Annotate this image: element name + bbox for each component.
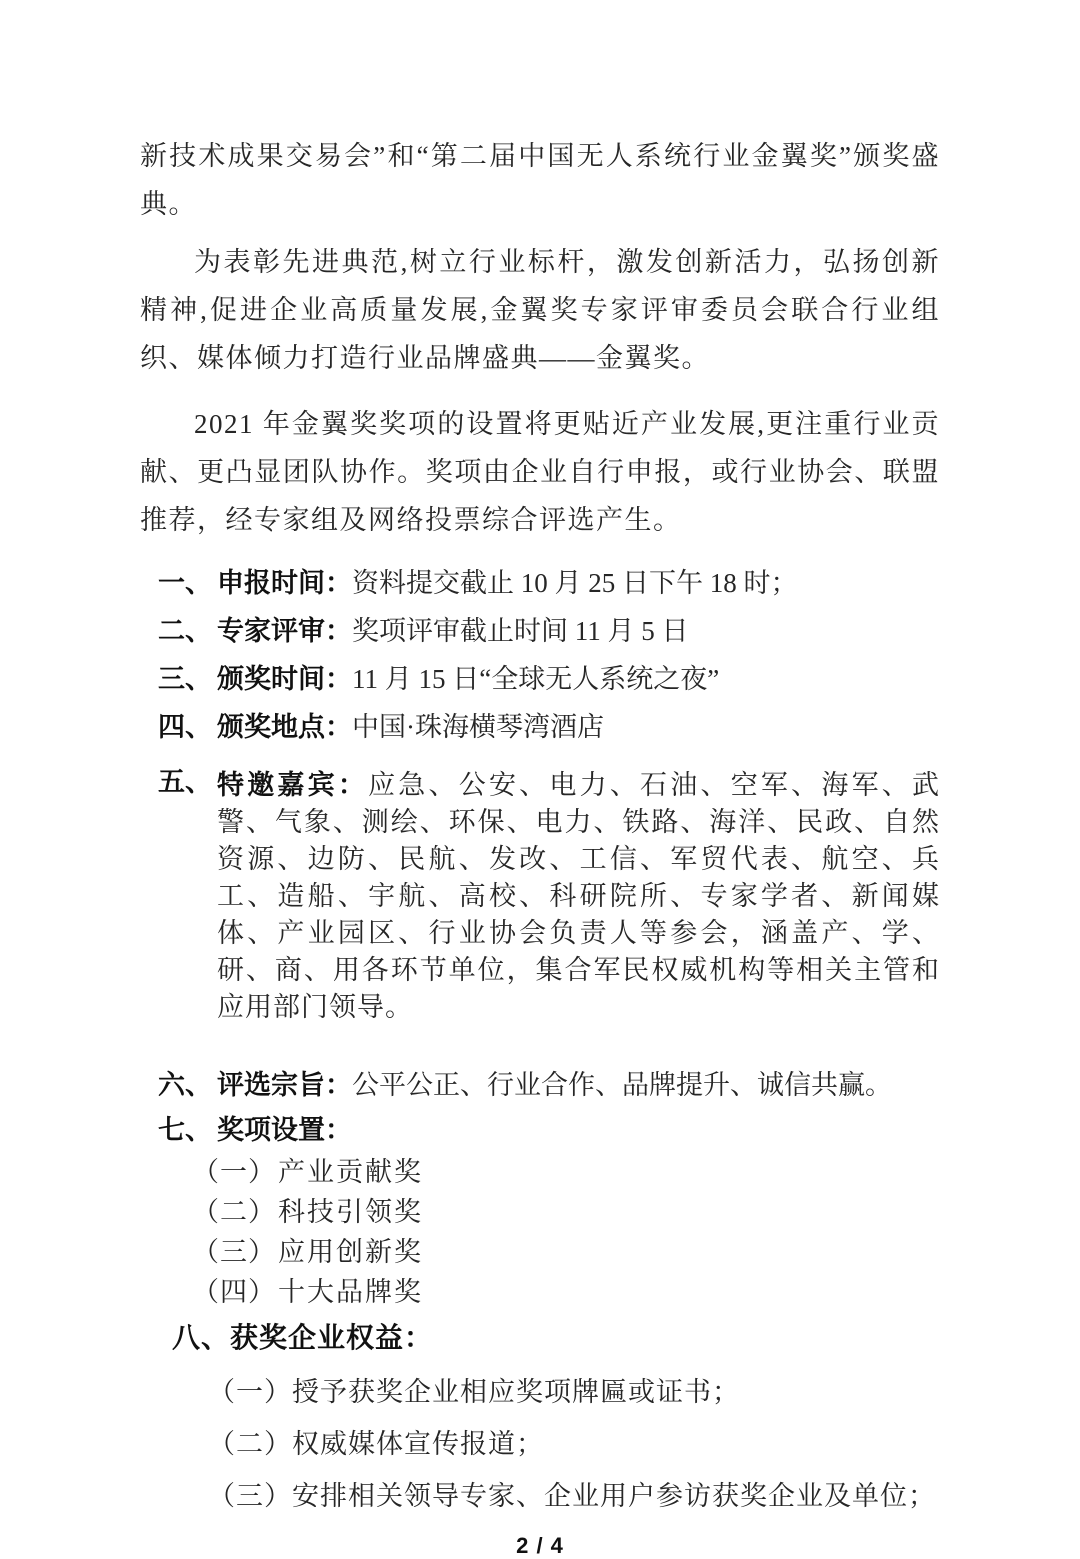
item-text: 中国·珠海横琴湾酒店 [352, 712, 604, 742]
section-title: 获奖企业权益： [230, 1322, 434, 1353]
item-body [217, 1070, 940, 1100]
benefit-item-plaque-certificate [208, 1377, 940, 1407]
award-item-industry-contribution [192, 1157, 940, 1187]
item-number: 七、 [158, 1115, 212, 1145]
benefit-text: 安排相关领导专家、企业用户参访获奖企业及单位； [292, 1481, 936, 1511]
section-number: 八、 [172, 1322, 231, 1353]
item-body [217, 664, 940, 694]
award-number: （二） [192, 1197, 276, 1227]
item-label: 颁奖地点： [217, 712, 352, 742]
item-text: 11 月 15 日“全球无人系统之夜” [352, 664, 720, 694]
item-number: 五、 [158, 767, 212, 797]
award-number: （一） [192, 1157, 276, 1187]
award-name: 应用创新奖 [278, 1237, 423, 1267]
benefit-number: （二） [208, 1429, 292, 1459]
award-item-tech-leadership [192, 1197, 940, 1227]
award-name: 科技引领奖 [278, 1197, 423, 1227]
paragraph-2021-awards: 2021 年金翼奖奖项的设置将更贴近产业发展,更注重行业贡献、更凸显团队协作。奖项由企业自行申报，或行业协会、联盟推荐，经专家组及网络投票综合评选产生。 [140, 409, 940, 535]
page-number: 2 / 4 [516, 1533, 564, 1558]
benefit-number: （一） [208, 1377, 292, 1407]
numbered-list [140, 568, 940, 1145]
item-label: 评选宗旨： [217, 1070, 352, 1100]
item-text: 公平公正、行业合作、品牌提升、诚信共赢。 [352, 1070, 892, 1100]
list-item-award-venue [158, 712, 940, 742]
item-label: 颁奖时间： [217, 664, 352, 694]
award-item-application-innovation [192, 1237, 940, 1267]
item-label: 申报时间： [217, 568, 352, 598]
item-label: 专家评审： [217, 616, 352, 646]
award-name: 产业贡献奖 [278, 1157, 423, 1187]
award-item-top-ten-brands [192, 1277, 940, 1307]
item-body [217, 767, 940, 1026]
award-name: 十大品牌奖 [278, 1277, 423, 1307]
benefit-number: （三） [208, 1481, 292, 1511]
list-item-award-categories [158, 1115, 940, 1145]
list-item-expert-review [158, 616, 940, 646]
item-body [217, 1115, 940, 1145]
award-category-list [192, 1157, 940, 1307]
item-body [217, 712, 940, 742]
item-label: 奖项设置： [217, 1115, 352, 1145]
benefit-text: 权威媒体宣传报道； [292, 1429, 544, 1459]
paragraph-continuation: 新技术成果交易会”和“第二届中国无人系统行业金翼奖”颁奖盛典。 [140, 141, 940, 219]
item-body [217, 568, 940, 598]
award-number: （三） [192, 1237, 276, 1267]
item-number: 一、 [158, 568, 212, 598]
item-text: 应急、公安、电力、石油、空军、海军、武警、气象、测绘、环保、电力、铁路、海洋、民政、自然资源、边防、民航、发改、工信、军贸代表、航空、兵工、造船、宇航、高校、科研院所、专家学者、新闻媒体、产业园区、行业协会负责人等参会，涵盖产、学、研、商、用各环节单位，集合军民权威机构等相关主管和应用部门领导。 [217, 770, 941, 1022]
benefit-item-media-coverage [208, 1429, 940, 1459]
list-item-award-time [158, 664, 940, 694]
list-item-selection-principle [158, 1070, 940, 1100]
item-body [217, 616, 940, 646]
item-number: 三、 [158, 664, 212, 694]
item-number: 六、 [158, 1070, 212, 1100]
benefit-item-company-visits [208, 1481, 940, 1511]
paragraph-purpose: 为表彰先进典范,树立行业标杆，激发创新活力，弘扬创新精神,促进企业高质量发展,金翼奖专家评审委员会联合行业组织、媒体倾力打造行业品牌盛典——金翼奖。 [140, 247, 940, 373]
award-number: （四） [192, 1277, 276, 1307]
item-text: 资料提交截止 10 月 25 日下午 18 时； [352, 568, 798, 598]
benefit-list [140, 1377, 940, 1511]
item-number: 二、 [158, 616, 212, 646]
item-text: 奖项评审截止时间 11 月 5 日 [352, 616, 689, 646]
list-item-invited-guests [158, 767, 940, 1026]
item-label: 特邀嘉宾： [217, 770, 369, 800]
benefit-text: 授予获奖企业相应奖项牌匾或证书； [292, 1377, 740, 1407]
section-heading-winner-benefits [172, 1321, 940, 1355]
list-item-application-time [158, 568, 940, 598]
item-number: 四、 [158, 712, 212, 742]
